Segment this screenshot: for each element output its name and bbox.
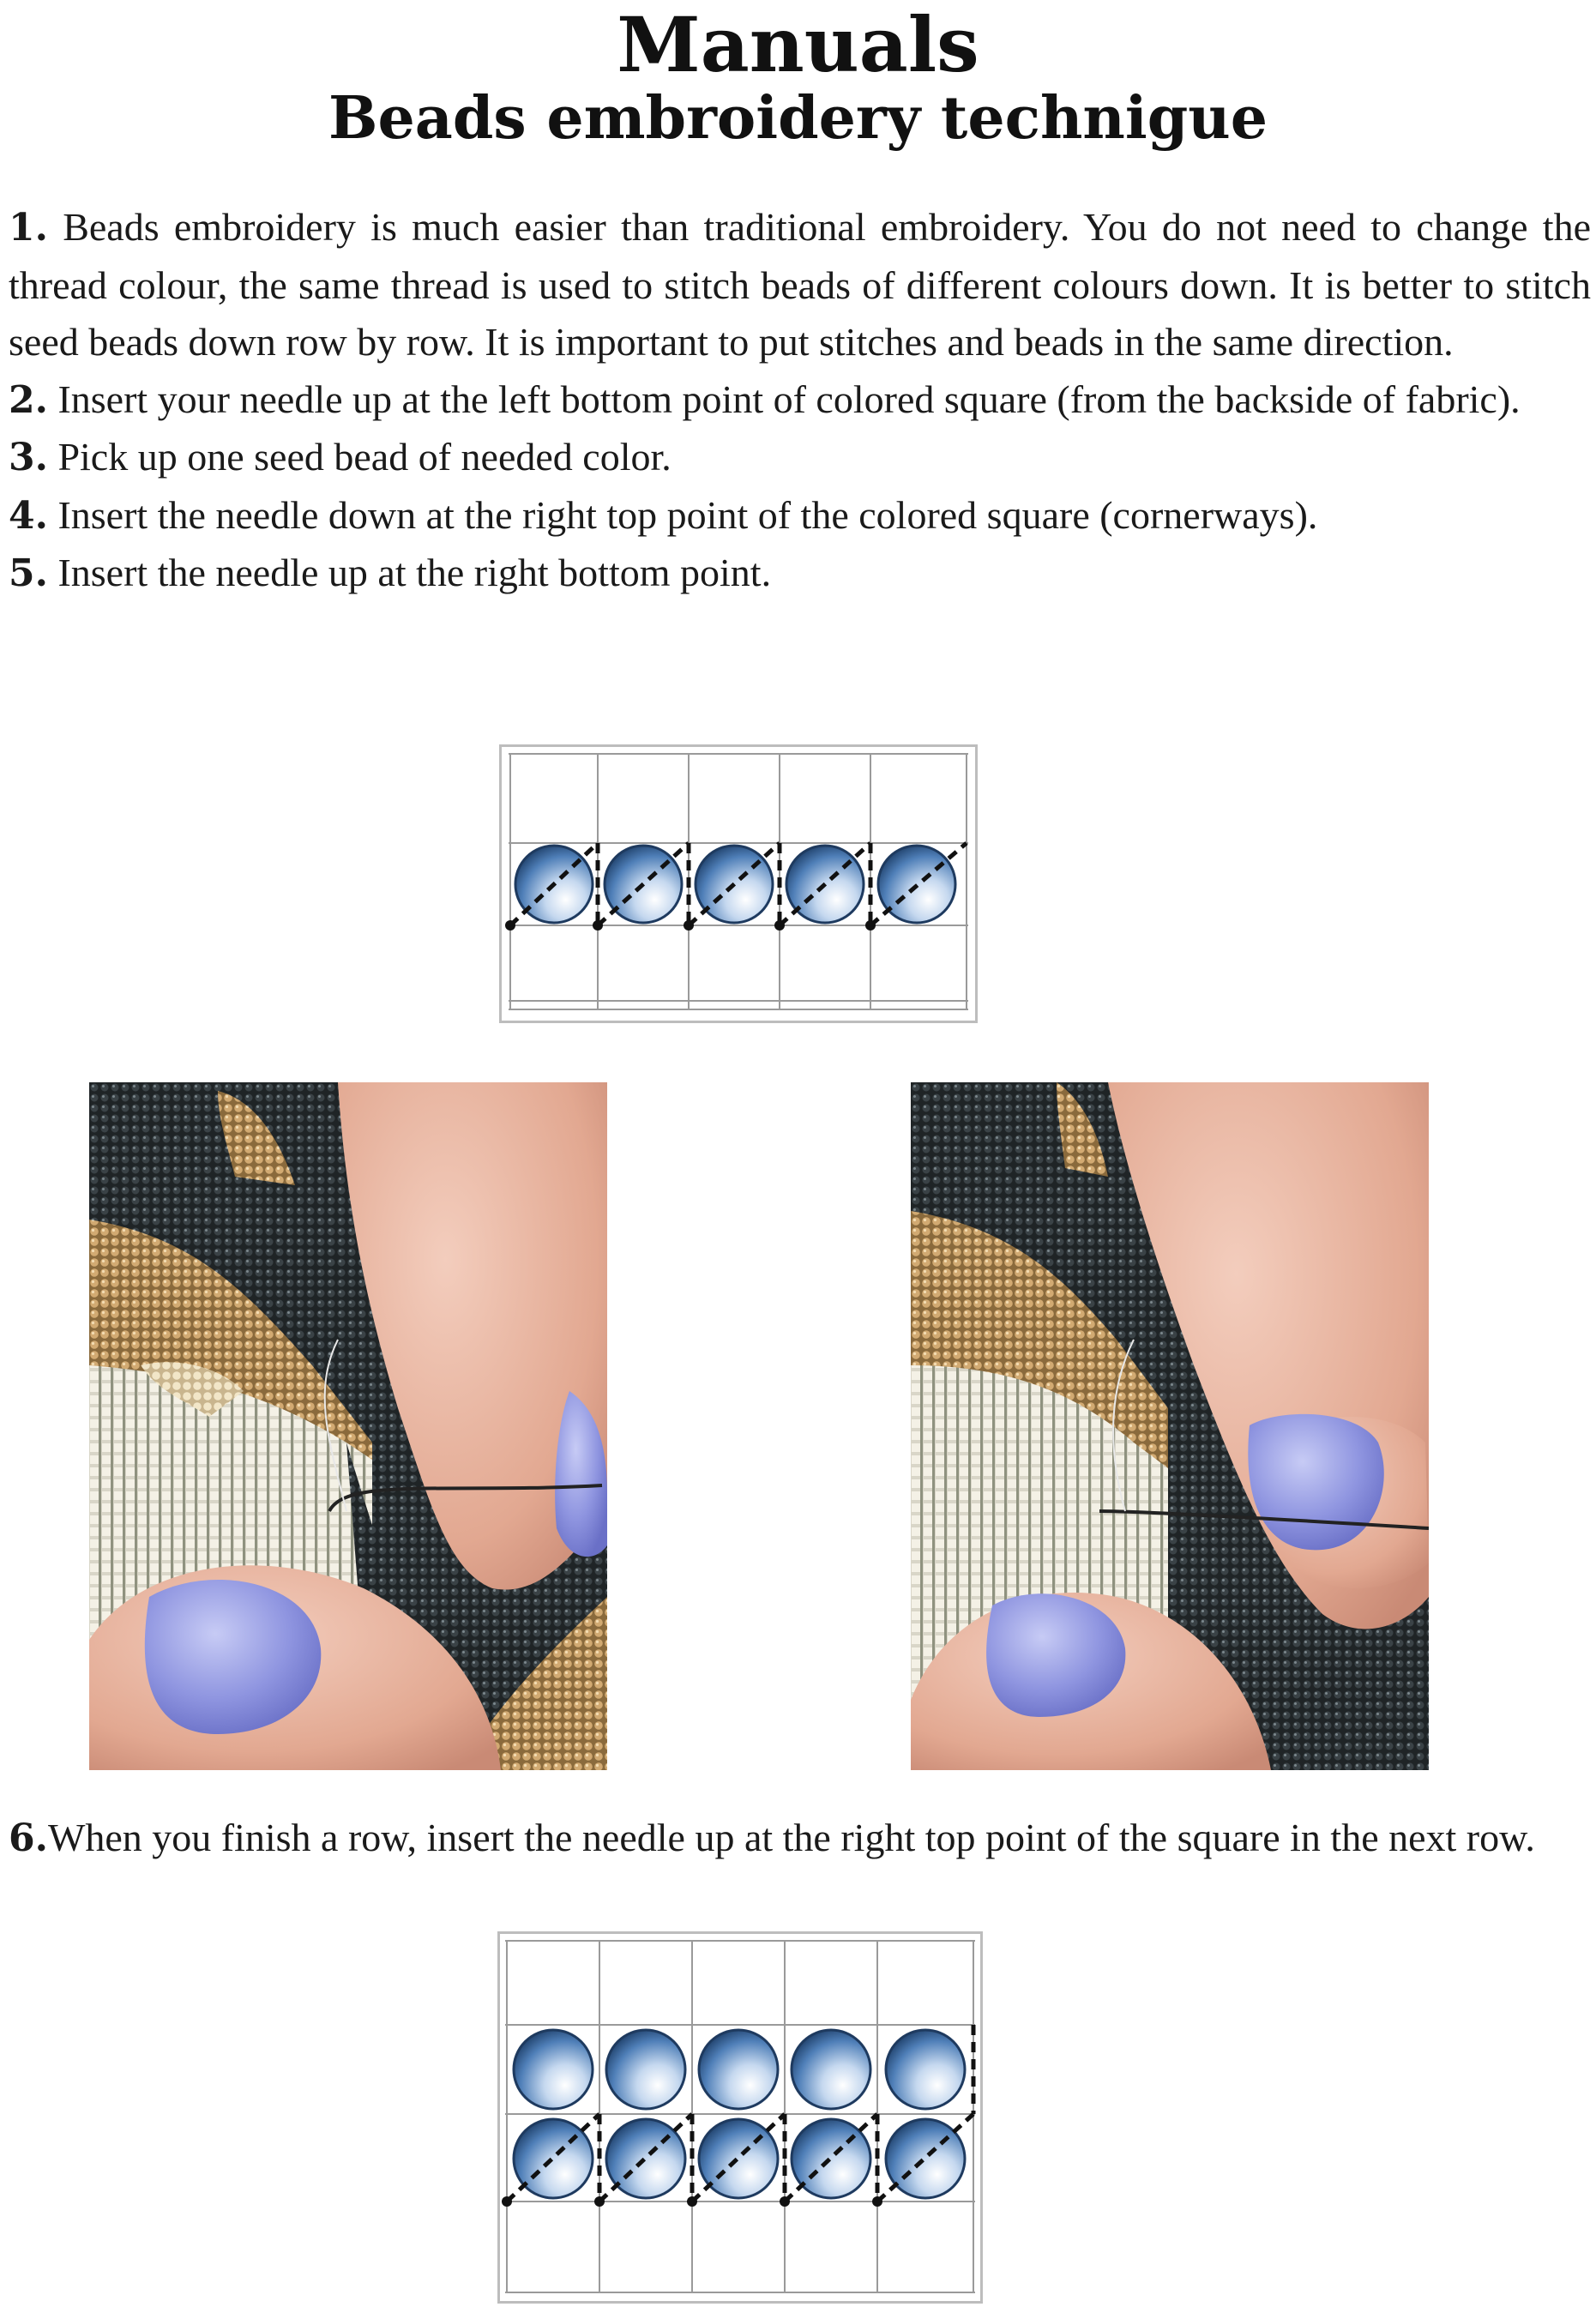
stitching-photo-right: [911, 1082, 1429, 1770]
step-6: [9, 1810, 1591, 1868]
steps-list: [9, 199, 1591, 603]
step-text: Insert your needle up at the left bottom point of colored square (from the backside of fabric).: [47, 376, 1521, 421]
bead-stitch-diagram-one-row: [499, 744, 978, 1023]
step-text: Beads embroidery is much easier than traditional embroidery. You do not need to change the thread colour, the same thread is used to stitch beads of different colours down. It is better to stitch seed beads down row by row. It is important to put stitches and beads in the same direction.: [9, 205, 1591, 364]
step-number: 5.: [9, 551, 48, 595]
step-number: 1.: [9, 206, 48, 250]
step-3: [9, 429, 1591, 487]
step-number: 3.: [9, 436, 48, 479]
step-text: Pick up one seed bead of needed color.: [47, 435, 672, 479]
step-text: Insert the needle up at the right bottom point.: [47, 551, 772, 594]
step-number: 2.: [9, 377, 48, 422]
step-text: Insert the needle down at the right top point of the colored square (cornerways).: [47, 492, 1318, 537]
bead-stitch-diagram-two-rows: [497, 1931, 983, 2304]
page-subtitle: Beads embroidery technigue: [328, 84, 1268, 153]
step-text: When you finish a row, insert the needle up at the right top point of the square in the next row.: [47, 1816, 1535, 1859]
page-title: Manuals: [617, 0, 979, 89]
step-5: [9, 545, 1591, 603]
step-2: [9, 371, 1591, 430]
step-1: [9, 199, 1591, 371]
step-4: [9, 487, 1591, 545]
step-number: 4.: [9, 493, 48, 538]
step-number: 6.: [9, 1816, 48, 1860]
stitching-photo-left: [89, 1082, 607, 1770]
